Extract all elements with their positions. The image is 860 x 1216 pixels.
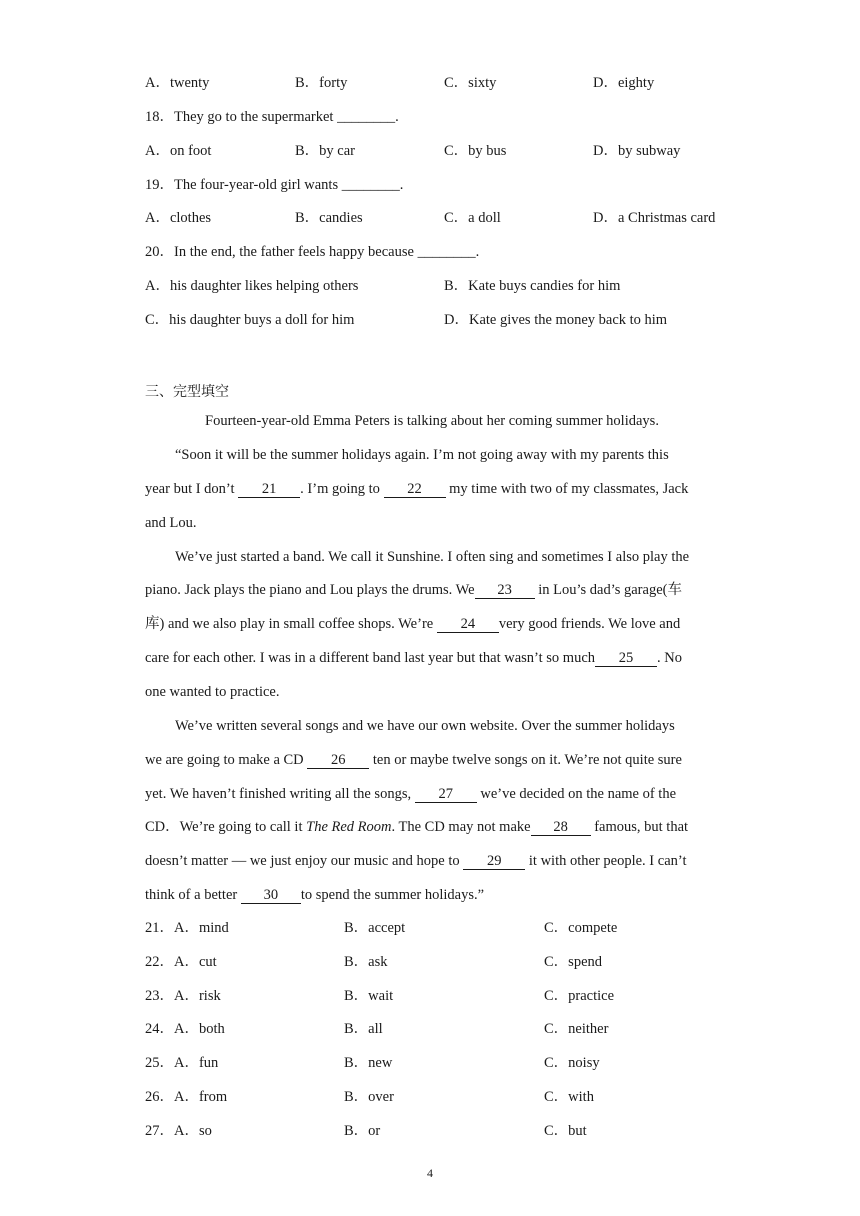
option-c: C．with	[544, 1089, 594, 1105]
option-d: D．Kate gives the money back to him	[444, 312, 668, 328]
option-b: B．all	[344, 1021, 383, 1037]
passage-line	[145, 784, 676, 804]
option-c: C．neither	[544, 1021, 609, 1037]
option-b: B．wait	[344, 988, 394, 1004]
passage-line	[145, 580, 682, 600]
passage-line: “Soon it will be the summer holidays again. I’m not going away with my parents this	[175, 447, 669, 463]
option-c: C．sixty	[444, 75, 497, 91]
option-a: 21．A．mind	[145, 920, 229, 936]
blank-21: 21	[238, 481, 300, 498]
question-19: 19．The four-year-old girl wants ________.	[145, 177, 404, 193]
text: piano. Jack plays the piano and Lou plays the drums. We	[145, 582, 475, 598]
text: CD．We’re going to call it	[145, 819, 307, 835]
option-b: B．accept	[344, 920, 406, 936]
text: to spend the summer holidays.”	[300, 887, 485, 903]
q20-options-cd	[145, 310, 720, 330]
passage-line	[145, 614, 680, 634]
option-d: D．eighty	[593, 75, 655, 91]
option-a: 23．A．risk	[145, 988, 221, 1004]
blank-27: 27	[415, 786, 477, 803]
passage-line	[145, 885, 484, 905]
option-b: B．or	[344, 1123, 381, 1139]
text: we’ve decided on the name of the	[476, 786, 677, 802]
option-b: B．ask	[344, 954, 388, 970]
q20-options-ab	[145, 276, 720, 296]
text: famous, but that	[590, 819, 689, 835]
option-b: B．candies	[295, 210, 363, 226]
blank-28: 28	[531, 819, 591, 836]
section-title: 三、完型填空	[145, 384, 229, 400]
passage-line: and Lou.	[145, 515, 197, 531]
q19-options	[145, 208, 720, 228]
option-c: C．by bus	[444, 143, 507, 159]
option-d: D．by subway	[593, 143, 681, 159]
option-c: C．noisy	[544, 1055, 600, 1071]
option-b: B．by car	[295, 143, 355, 159]
blank-26: 26	[307, 752, 369, 769]
text: my time with two of my classmates, Jack	[445, 481, 689, 497]
text: 库) and we also play in small coffee shops. We’re	[145, 616, 437, 632]
cloze-option-row	[145, 986, 720, 1006]
question-18: 18．They go to the supermarket ________.	[145, 109, 399, 125]
cloze-option-row	[145, 918, 720, 938]
blank-22: 22	[384, 481, 446, 498]
option-a: 22．A．cut	[145, 954, 217, 970]
text: . No	[657, 650, 682, 666]
q17-options	[145, 73, 720, 93]
text: . I’m going to	[300, 481, 384, 497]
option-a: 27．A．so	[145, 1123, 212, 1139]
option-a: A．twenty	[145, 75, 210, 91]
option-c: C．practice	[544, 988, 615, 1004]
page-number: 4	[427, 1166, 433, 1180]
passage-line	[145, 750, 682, 770]
blank-30: 30	[241, 887, 301, 904]
text: . The CD may not make	[391, 819, 531, 835]
option-c: C．his daughter buys a doll for him	[145, 312, 355, 328]
q18-options	[145, 141, 720, 161]
option-c: C．but	[544, 1123, 587, 1139]
question-20: 20．In the end, the father feels happy because ________.	[145, 244, 480, 260]
option-a: 24．A．both	[145, 1021, 225, 1037]
passage-intro: Fourteen-year-old Emma Peters is talking about her coming summer holidays.	[205, 413, 659, 429]
cloze-option-row	[145, 1087, 720, 1107]
cd-title: The Red Room	[306, 819, 392, 835]
option-a: 26．A．from	[145, 1089, 228, 1105]
passage-line: one wanted to practice.	[145, 684, 280, 700]
option-d: D．a Christmas card	[593, 210, 716, 226]
cloze-option-row	[145, 1121, 720, 1141]
blank-23: 23	[475, 582, 535, 599]
text: very good friends. We love and	[498, 616, 681, 632]
option-a: A．on foot	[145, 143, 212, 159]
option-b: B．forty	[295, 75, 348, 91]
passage-line	[145, 648, 682, 668]
cloze-option-row	[145, 1019, 720, 1039]
option-c: C．spend	[544, 954, 602, 970]
cloze-option-row	[145, 1053, 720, 1073]
option-b: B．Kate buys candies for him	[444, 278, 621, 294]
passage-line	[145, 479, 688, 499]
passage-line	[145, 851, 686, 871]
passage-line	[145, 817, 688, 837]
option-a: A．clothes	[145, 210, 212, 226]
text: we are going to make a CD	[145, 752, 308, 768]
option-c: C．a doll	[444, 210, 501, 226]
text: it with other people. I can’t	[525, 853, 687, 869]
text: ten or maybe twelve songs on it. We’re not quite sure	[369, 752, 682, 768]
passage-line: We’ve written several songs and we have our own website. Over the summer holidays	[175, 718, 675, 734]
text: yet. We haven’t finished writing all the songs,	[145, 786, 415, 802]
text: care for each other. I was in a different band last year but that wasn’t so much	[145, 650, 596, 666]
blank-24: 24	[437, 616, 499, 633]
cloze-option-row	[145, 952, 720, 972]
blank-29: 29	[463, 853, 525, 870]
option-c: C．compete	[544, 920, 618, 936]
text: in Lou’s dad’s garage(车	[534, 582, 682, 598]
passage-line: We’ve just started a band. We call it Sunshine. I often sing and sometimes I also play the	[175, 549, 690, 565]
text: year but I don’t	[145, 481, 239, 497]
option-b: B．over	[344, 1089, 394, 1105]
option-a: A．his daughter likes helping others	[145, 278, 359, 294]
text: doesn’t matter — we just enjoy our music and hope to	[145, 853, 464, 869]
option-a: 25．A．fun	[145, 1055, 219, 1071]
text: think of a better	[145, 887, 241, 903]
blank-25: 25	[595, 650, 657, 667]
option-b: B．new	[344, 1055, 393, 1071]
